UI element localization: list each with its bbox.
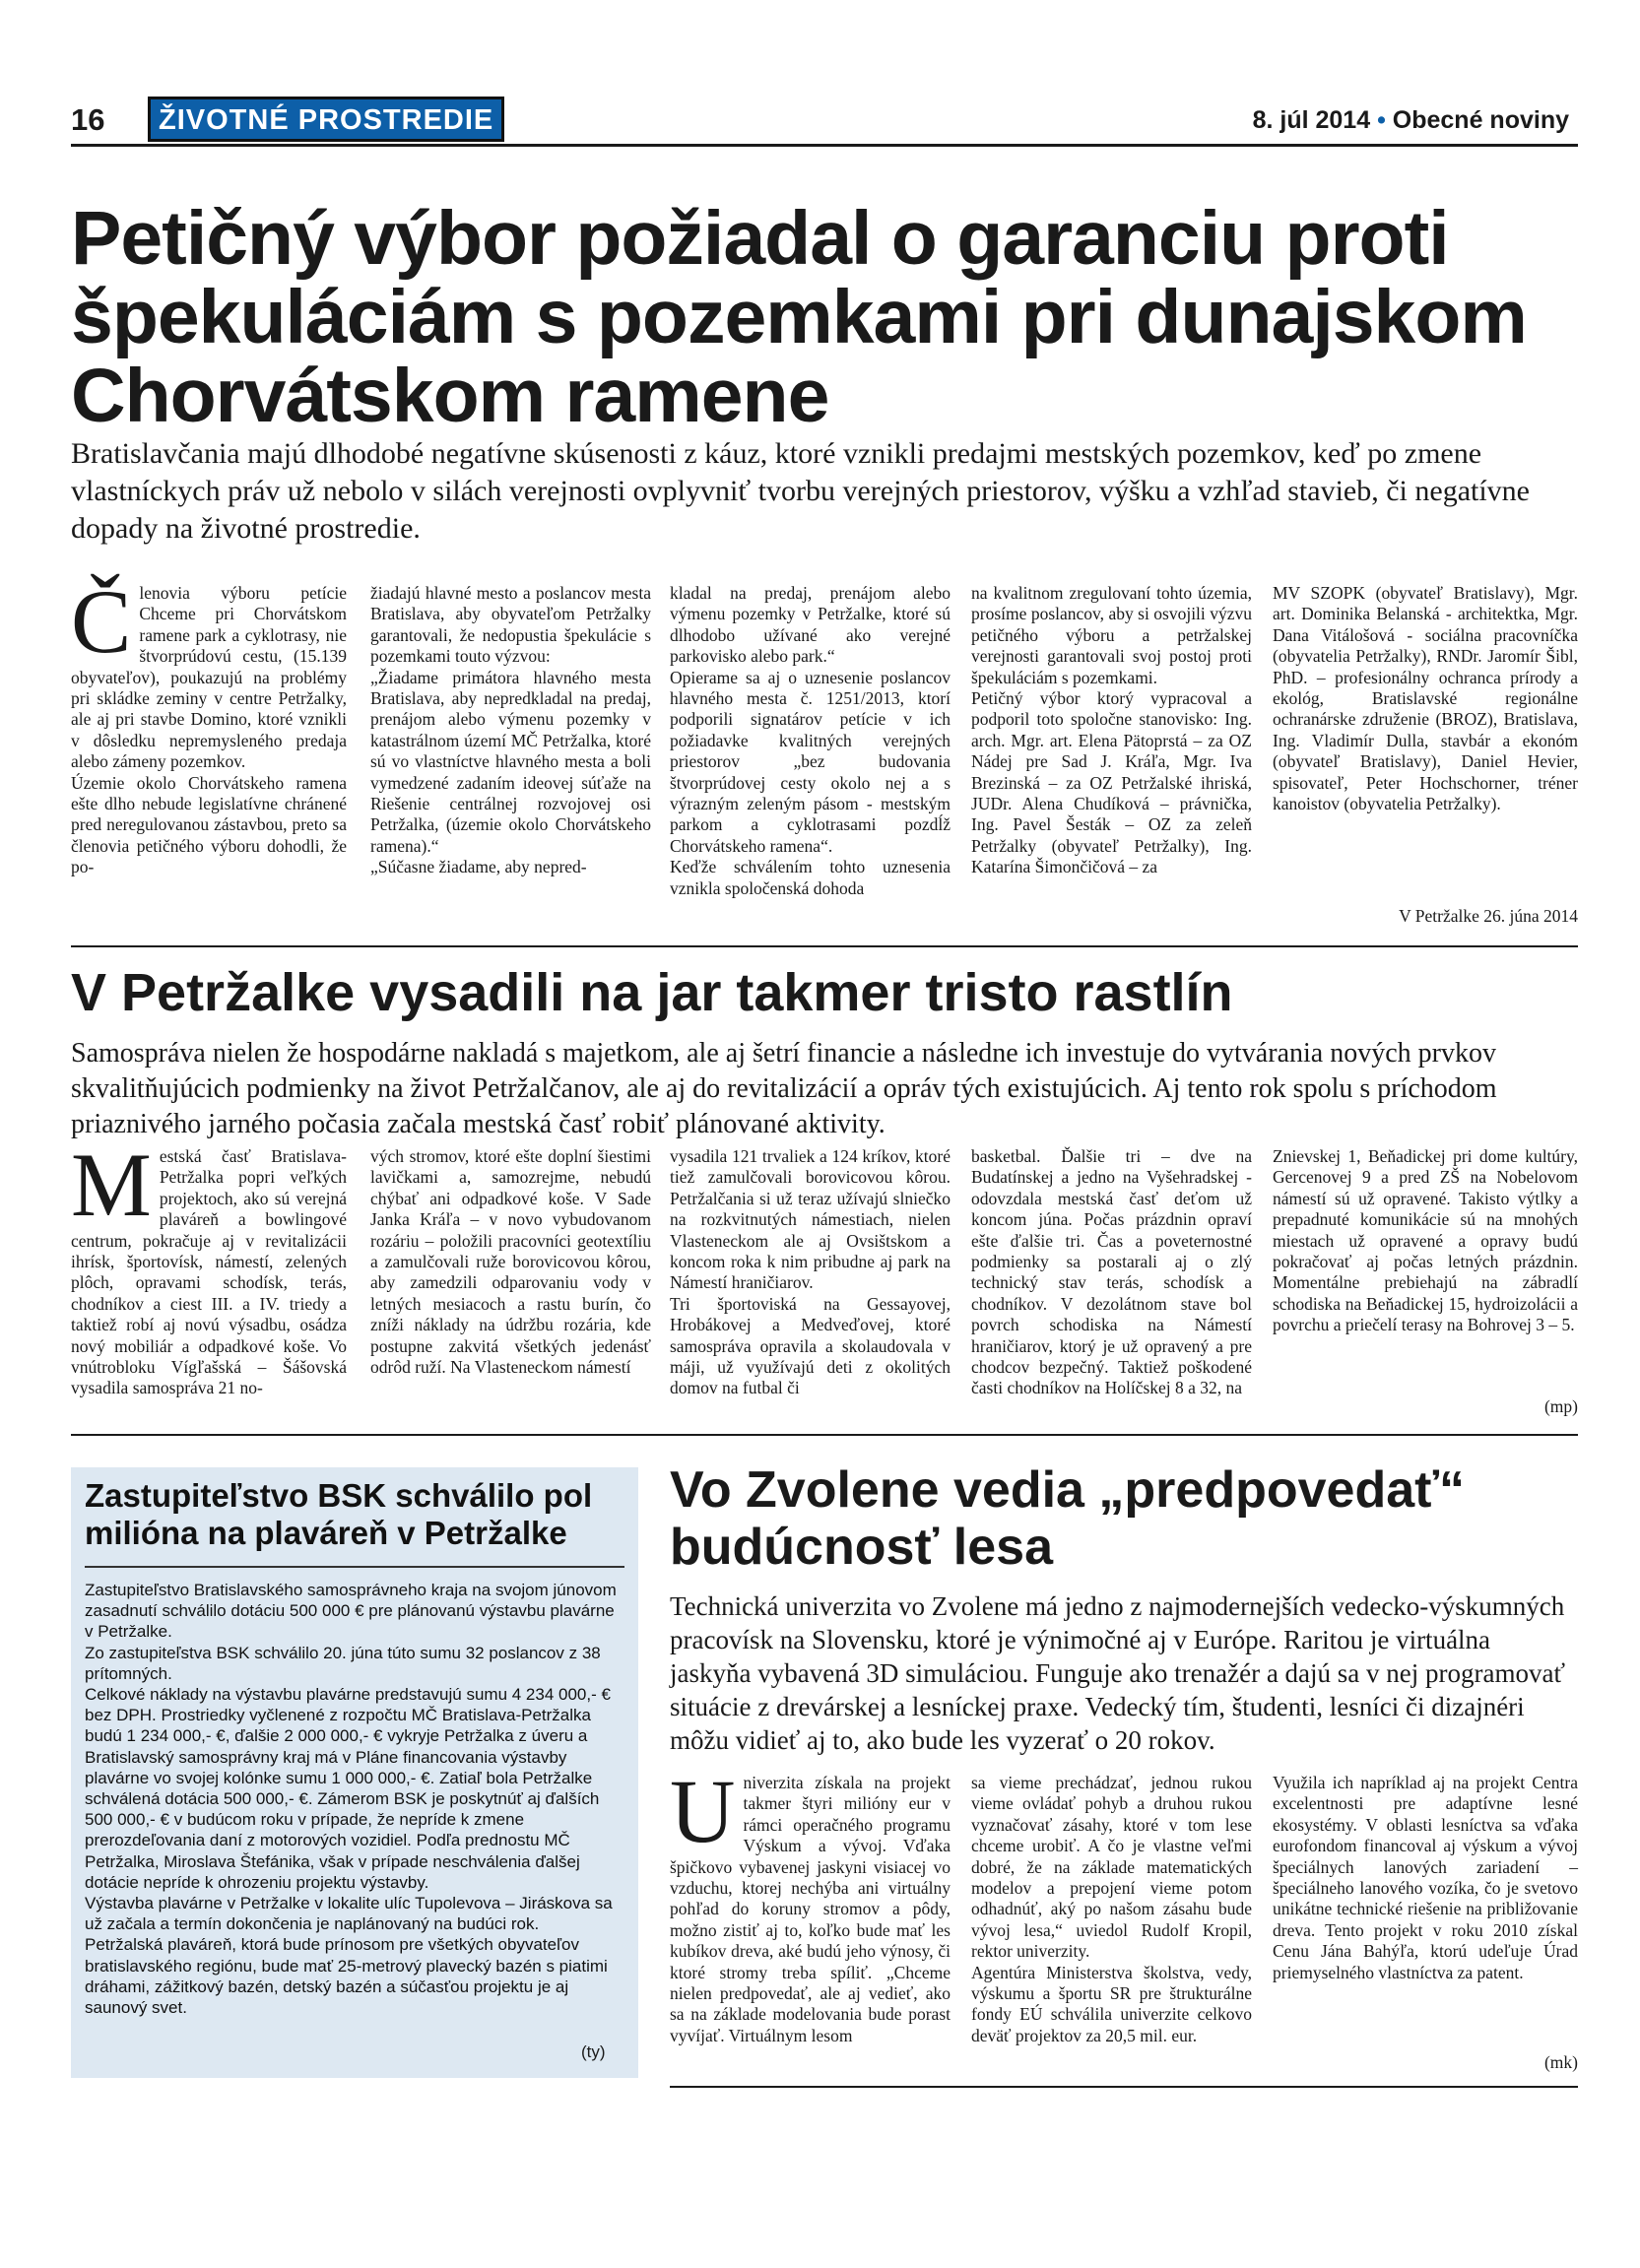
article2-dropcap: M (71, 1134, 152, 1235)
article3-signature: (mk) (1543, 2052, 1578, 2072)
article2-column-2: vých stromov, ktoré ešte doplní šiestimi lavičkami a, samozrejme, nebudú chýbať ani odpadkové koše. V Sade Janka Kráľa – v novo vybudovanom rozáriu – položili pracovníci geotextíliu a zamulčovali ruže borovicovou kôrou, aby zamedzili odparovaniu vody v letných mesiacoch a rastu burín, čo zníži náklady na údržbu rozária, kde postupne zakvitá všetkých jedenásť odrôd ruží. Na Vlasteneckom námestí (370, 1146, 651, 1378)
article1-signature: V Petržalke 26. júna 2014 (1399, 906, 1578, 926)
box-title-rule (85, 1566, 624, 1568)
article3-headline: Vo Zvolene vedia „predpovedať“ budúcnosť lesa (670, 1461, 1466, 1576)
article1-headline: Petičný výbor požiadal o garanciu proti špekuláciám s pozemkami pri dunajskom Chorvátskom ramene (71, 196, 1527, 438)
article1-column-5: MV SZOPK (obyvateľ Bratislavy), Mgr. art. Dominika Belanská - architektka, Mgr. Dana Vitálošová - sociálna pracovníčka (obyvatelia Petržalky), RNDr. Jaromír Šibl, PhD. – profesionálny ochranca prírody a ekológ, Bratislavské regionálne ochranárske združenie (BROZ), Bratislava, Ing. Vladimír Dulla, stavbár a ekonóm (obyvateľ Bratislavy), Daniel Hevier, spisovateľ, Peter Hochschorner, tréner kanoistov (obyvatelia Petržalky). (1273, 583, 1578, 814)
article1-column-3: kladal na predaj, prenájom alebo výmenu pozemky v Petržalke, ktoré sú dlhodobo užívané ako verejné parkovisko alebo park.“ Opierame sa aj o uznesenie poslancov hlavného mesta č. 1251/2013, ktorí podporili signatárov petície v ich požiadavke kvalitných verejných priestorov „bez budovania štvorprúdovej cesty okolo nej a s výrazným zeleným pásom - mestským parkom a cyklotrasami pozdĺž Chorvátskeho ramena“. Keďže schválením tohto uznesenia vznikla spoločenská dohoda (670, 583, 951, 898)
article1-bottom-rule (71, 945, 1578, 947)
box-signature: (ty) (581, 2042, 606, 2061)
article3-lead: Technická univerzita vo Zvolene má jedno z najmodernejších vedecko-výskumných pracovísk na Slovensku, ktoré je výnimočné aj v Európe. Raritou je virtuálna jaskyňa vybavená 3D simuláciou. Funguje ako trenažér a dajú sa v nej programovať situácie z drevárskej a lesníckej praxe. Vedecký tím, študenti, lesníci či dizajnéri môžu vidieť aj to, ako bude les vyzerať o 20 rokov. (670, 1591, 1565, 1755)
article1-dropcap: Č (71, 571, 132, 672)
article1-lead: Bratislavčania majú dlhodobé negatívne skúsenosti z káuz, ktoré vznikli predajmi mestských pozemkov, keď po zmene vlastníckych práv už nebolo v silách verejnosti ovplyvniť tvorbu verejných priestorov, výšku a vzhľad stavieb, či negatívne dopady na životné prostredie. (71, 437, 1531, 545)
article1-column-1 (71, 571, 347, 878)
article2-headline: V Petržalke vysadili na jar takmer tristo rastlín (71, 963, 1233, 1022)
page-number: 16 (71, 102, 105, 137)
publication-name: Obecné noviny (1392, 106, 1569, 134)
article2-col1-text: estská časť Bratislava-Petržalka popri veľkých projektoch, ako sú verejná plaváreň a bowlingové centrum, pokračuje aj v revitalizácii ihrísk, športovísk, námestí, zelených plôch, opravami schodísk, terás, chodníkov a ciest III. a IV. triedy a taktiež robí aj novú výsadbu, osádza nový mobiliár a odpadkové koše. Vo vnútrobloku Vígľašská – Šášovská vysadila samospráva 21 no- (71, 1146, 347, 1398)
article3-column-1 (670, 1761, 951, 2046)
article2-column-5: Znievskej 1, Beňadickej pri dome kultúry, Gercenovej 9 a pred ZŠ na Nobelovom námestí sú už opravené. Takisto výtlky a prepadnuté komunikácie sú na mnohých miestach už opravené a opravy budú pokračovať aj počas letných prázdnin. Momentálne prebiehajú na zábradlí schodiska na Beňadickej 15, hydroizolácii a povrchu a priečelí terasy na Bohrovej 3 – 5. (1273, 1146, 1578, 1335)
article2-signature: (mp) (1543, 1396, 1578, 1416)
article1-col1-text: lenovia výboru petície Chceme pri Chorvátskom ramene park a cyklotrasy, nie štvorprúdovú cestu, (15.139 obyvateľov), poukazujú na problémy pri skládke zeminy v centre Petržalky, ale aj pri stavbe Domino, ktoré vznikli v dôsledku nepremysleného predaja alebo zámeny pozemkov. Územie okolo Chorvátskeho ramena ešte dlho nebude legislatívne chránené pred neregulovanou zástavbou, preto sa členovia petičného výboru dohodli, že po- (71, 583, 347, 877)
box-text: Zastupiteľstvo Bratislavského samosprávneho kraja na svojom júnovom zasadnutí schválilo dotáciu 500 000 € pre plánovanú výstavbu plavárne v Petržalke. Zo zastupiteľstva BSK schválilo 20. júna túto sumu 32 poslancov z 38 prítomných. Celkové náklady na výstavbu plavárne predstavujú sumu 4 234 000,- € bez DPH. Prostriedky vyčlenené z rozpočtu MČ Bratislava-Petržalka budú 1 234 000,- €, ďalšie 2 000 000,- € vykryje Petržalka z úveru a Bratislavský samosprávny kraj má v Pláne financovania výstavby plavárne vo svojej kolónke sumu 1 000 000,- €. Zatiaľ bola Petržalke schválená dotácia 500 000,- €. Zámerom BSK je poskytnúť aj ďalších 500 000,- € v budúcom roku v prípade, že nepríde k zmene prerozdeľovania daní z motorových vozidiel. Podľa prednostu MČ Petržalka, Miroslava Štefánika, však v prípade neschválenia ďalšej dotácie nepríde k ohrozeniu projektu výstavby. Výstavba plavárne v Petržalke v lokalite ulíc Tupolevova – Jiráskova sa už začala a termín dokončenia je naplánovaný na budúci rok. Petržalská plaváreň, ktorá bude prínosom pre všetkých obyvateľov bratislavského regiónu, bude mať 25-metrový plavecký bazén s piatimi dráhami, zážitkový bazén, detský bazén a súčasťou projektu je aj saunový svet. (85, 1581, 617, 2018)
article1-column-4: na kvalitnom zregulovaní tohto územia, prosíme poslancov, aby si osvojili výzvu petičného výboru a petržalskej verejnosti garantovali svoj postoj proti špekuláciám s pozemkami. Petičný výbor ktorý vypracoval a podporil toto spoločne stanovisko: Ing. arch. Mgr. art. Elena Pätoprstá – za OZ Nádej pre Sad J. Kráľa, Mgr. Iva Brezinská – za OZ Petržalské ihriská, JUDr. Alena Chudíková – právnička, Ing. Pavel Šesták – OZ za zeleň Petržalky (obyvateľ Petržalky), Ing. Katarína Šimončičová – za (971, 583, 1252, 877)
article2-column-4: basketbal. Ďalšie tri – dve na Budatínskej a jedno na Vyšehradskej - odovzdala mestská časť deťom už koncom júna. Počas prázdnin opraví ešte ďalšie tri. Čas a poveternostné podmienky sa postarali aj o zlý technický stav terás, schodísk a chodníkov. V dezolátnom stave bol povrch schodiska na Námestí hraničiarov, ktorý je už opravený a pre chodcov bezpečný. Taktiež poškodené časti chodníkov na Holíčskej 8 a 32, na (971, 1146, 1252, 1398)
article3-column-2: sa vieme prechádzať, jednou rukou vieme ovládať pohyb a druhou rukou vyznačovať zásahy, ktoré v tom lese chceme urobiť. A čo je vlastne veľmi dobré, že na základe matematických modelov a prepojení vieme potom odhadnúť, aký po našom zásahu bude vývoj lesa,“ uviedol Rudolf Kropil, rektor univerzity. Agentúra Ministerstva školstva, vedy, výskumu a športu SR pre štrukturálne fondy EÚ schválila univerzite celkovo deväť projektov za 20,5 mil. eur. (971, 1773, 1252, 2045)
section-label: ŽIVOTNÉ PROSTREDIE (148, 97, 504, 142)
issue-date: 8. júl 2014 (1252, 106, 1371, 134)
article2-column-3: vysadila 121 trvaliek a 124 kríkov, ktoré tiež zamulčovali borovicovou kôrou. Petržalčania si už teraz užívajú slniečko na rozkvitnutých námestiach, nielen Vlasteneckom ale aj Ovsištskom a koncom roka k nim pribudne aj park na Námestí hraničiarov. Tri športoviská na Gessayovej, Hrobákovej a Medveďovej, ktoré samospráva opravila a skolaudovala v máji, už využívajú deti z okolitých domov na futbal či (670, 1146, 951, 1398)
article3-dropcap: U (670, 1761, 736, 1861)
article3-bottom-rule (670, 2086, 1578, 2088)
separator-bullet: • (1377, 106, 1386, 134)
header-rule (71, 144, 1578, 147)
article2-lead: Samospráva nielen že hospodárne nakladá s majetkom, ale aj šetrí financie a následne ich investuje do vytvárania nových prvkov skvalitňujúcich podmienky na život Petržalčanov, ale aj do revitalizácií a opráv tých existujúcich. Aj tento rok spolu s príchodom priaznivého jarného počasia začala mestská časť robiť plánované aktivity. (71, 1038, 1497, 1139)
article3-column-3: Využila ich napríklad aj na projekt Centra excelentnosti pre adaptívne lesné ekosystémy. V oblasti lesníctva sa vďaka eurofondom financoval aj výskum a vývoj špeciálnych lanových zariadení – špeciálneho lanového vozíka, čo je svetovo unikátne technické riešenie na približovanie dreva. Tento projekt v roku 2010 získal Cenu Jána Bahýľa, ktorú udeľuje Úrad priemyselného vlastníctva za patent. (1273, 1773, 1578, 1982)
article2-column-1 (71, 1134, 347, 1399)
article3-col1-text: niverzita získala na projekt takmer štyri milióny eur v rámci operačného programu Výskum a vývoj. Vďaka špičkovo vybavenej jaskyni visiacej vo vzduchu, ktorej nechýba ani virtuálny pohľad do koruny stromov a pôdy, možno zistiť aj to, koľko bude mať les kubíkov dreva, aké budú jeho výnosy, či ktoré stromy treba spíliť. „Chceme nielen predpovedať, ale aj vedieť, ako sa na základe modelovania bude porast vyvíjať. Virtuálnym lesom (670, 1773, 951, 2045)
article2-bottom-rule (71, 1434, 1578, 1436)
dateline (1253, 106, 1569, 135)
article1-column-2: žiadajú hlavné mesto a poslancov mesta Bratislava, aby obyvateľom Petržalky garantovali, že nedopustia špekulácie s pozemkami touto výzvou: „Žiadame primátora hlavného mesta Bratislava, aby nepredkladal na predaj, prenájom alebo výmenu pozemky v katastrálnom území MČ Petržalka, ktoré sú vo vlastníctve hlavného mesta a boli vymedzené zadaním ideovej súťaže na Riešenie centrálnej rozvojovej osi Petržalka, (územie okolo Chorvátskeho ramena).“ „Súčasne žiadame, aby nepred- (370, 583, 651, 877)
box-title: Zastupiteľstvo BSK schválilo pol milióna na plaváreň v Petržalke (85, 1477, 593, 1551)
